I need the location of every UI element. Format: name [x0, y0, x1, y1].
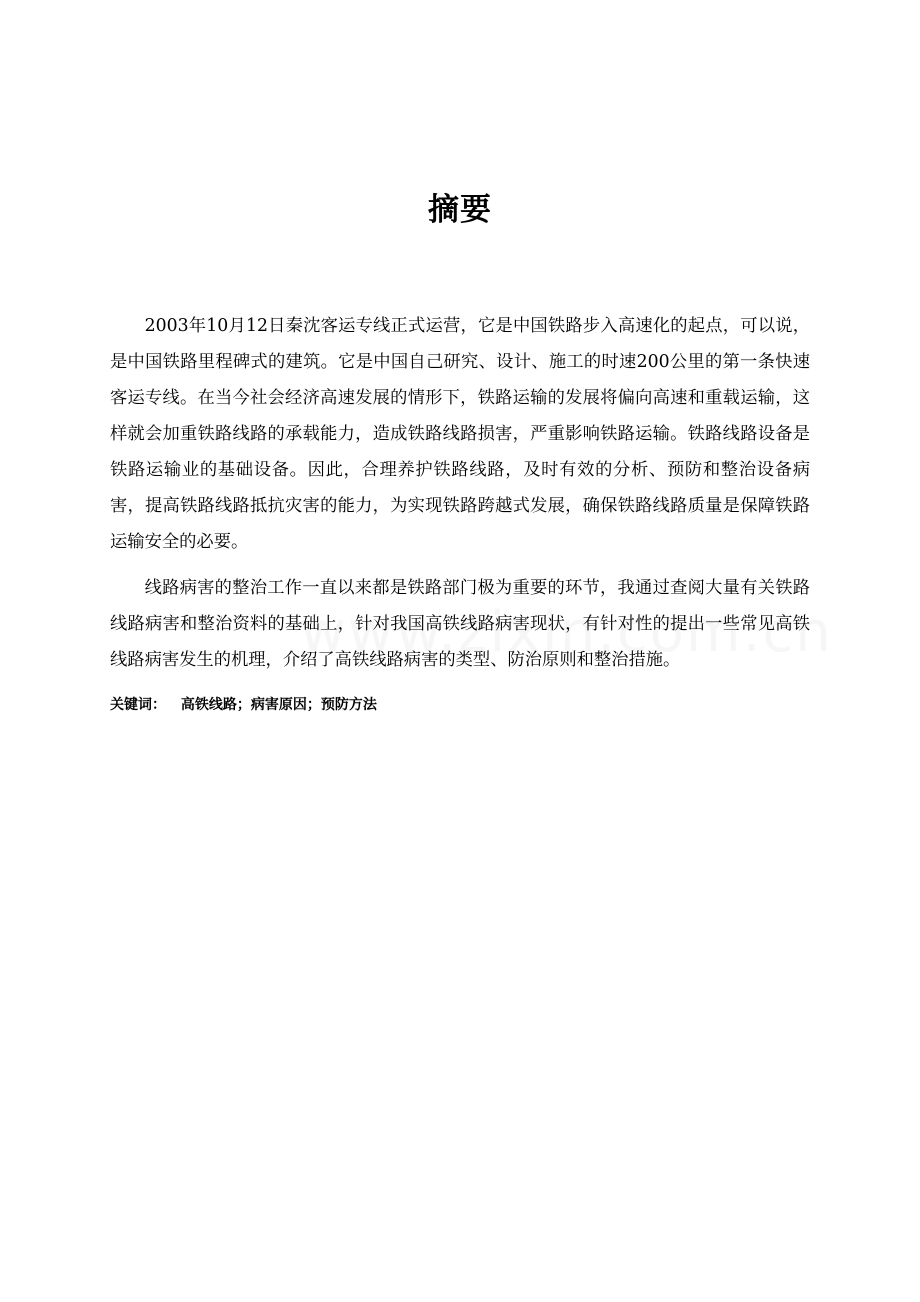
- abstract-paragraph-1: 2003年10月12日秦沈客运专线正式运营，它是中国铁路步入高速化的起点，可以说，是中国铁路里程碑式的建筑。它是中国自己研究、设计、施工的时速200公里的第一条快速客运专线。在当今社会经济高速发展的情形下，铁路运输的发展将偏向高速和重载运输，这样就会加重铁路线路的承载能力，造成铁路线路损害，严重影响铁路运输。铁路线路设备是铁路运输业的基础设备。因此，合理养护铁路线路，及时有效的分析、预防和整治设备病害，提高铁路线路抵抗灾害的能力，为实现铁路跨越式发展，确保铁路线路质量是保障铁路运输安全的必要。: [110, 316, 810, 552]
- keywords-line: [110, 693, 377, 717]
- abstract-paragraph-2: 线路病害的整治工作一直以来都是铁路部门极为重要的环节，我通过查阅大量有关铁路线路病害和整治资料的基础上，针对我国高铁线路病害现状，有针对性的提出一些常见高铁线路病害发生的机理，介绍了高铁线路病害的类型、防治原则和整治措施。: [110, 578, 810, 670]
- keywords-value: 高铁线路；病害原因；预防方法: [180, 697, 377, 713]
- abstract-body: [110, 308, 810, 688]
- keywords-label: 关键词：: [110, 697, 166, 713]
- page-title: 摘要: [428, 192, 492, 228]
